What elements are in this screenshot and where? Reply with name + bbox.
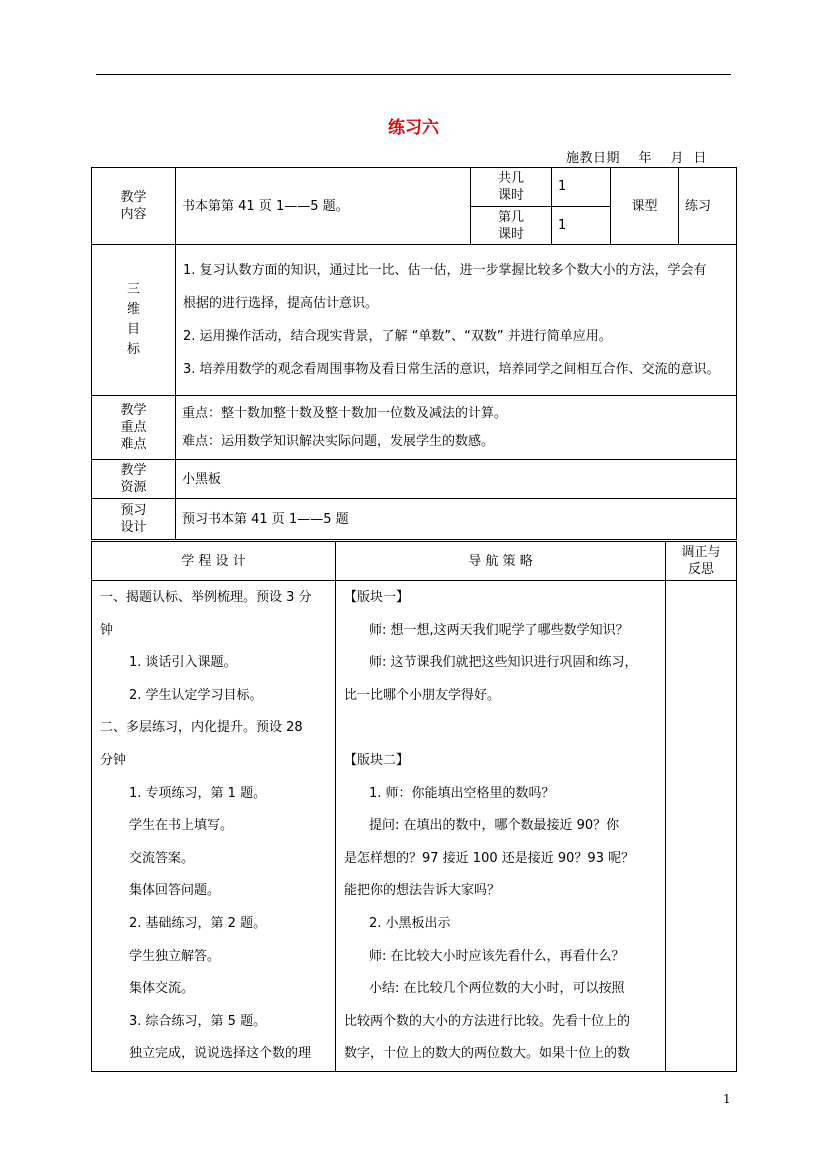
resources-label: 教学 资源 <box>92 460 176 499</box>
which-period-label: 第几 课时 <box>471 207 552 245</box>
preview-value: 预习书本第 41 页 1——5 题 <box>176 499 737 540</box>
page-title: 练习六 <box>388 118 439 138</box>
lesson-design-table <box>91 541 737 1072</box>
key-points-content <box>176 396 737 460</box>
reflection-column <box>666 581 737 1072</box>
text-line: 1. 谈话引入课题。 <box>129 655 237 671</box>
text-line: 学生在书上填写。 <box>129 818 234 834</box>
header-rule <box>96 74 731 75</box>
text-line: 交流答案。 <box>129 850 195 866</box>
content-label: 教学 内容 <box>92 168 176 245</box>
text-line: 2. 学生认定学习目标。 <box>129 687 263 703</box>
date-line: 施教日期 年 月 日 <box>566 151 707 166</box>
text-line: 集体回答问题。 <box>129 883 221 899</box>
text-line: 3. 综合练习，第 5 题。 <box>129 1013 267 1029</box>
text-line: 师: 想一想,这两天我们呢学了哪些数学知识？ <box>369 622 629 638</box>
text-line: 集体交流。 <box>129 981 195 997</box>
text-line: 数字，十位上的数大的两位数大。如果十位上的数 <box>344 1046 631 1062</box>
total-periods-label: 共几 课时 <box>471 168 552 207</box>
text-line: 能把你的想法告诉大家吗？ <box>344 883 501 899</box>
text-line: 师: 这节课我们就把这些知识进行巩固和练习， <box>369 655 638 671</box>
text-line: 2. 小黑板出示 <box>369 915 451 931</box>
text-line: 【版块一】 <box>344 590 410 605</box>
difficult-point: 难点：运用数学知识解决实际问题，发展学生的数感。 <box>182 433 495 449</box>
text-line: 1. 专项练习，第 1 题。 <box>129 785 267 801</box>
goal-line: 2. 运用操作活动，结合现实背景，了解 “单数”、“双数” 并进行简单应用。 <box>183 329 612 344</box>
lesson-type-value: 练习 <box>679 168 737 245</box>
text-line: 2. 基础练习，第 2 题。 <box>129 915 267 931</box>
text-line: 是怎样想的？97 接近 100 还是接近 90？93 呢？ <box>344 850 635 866</box>
goals-content <box>176 245 737 396</box>
text-line: 【版块二】 <box>344 752 410 768</box>
key-points-label: 教学 重点 难点 <box>92 396 176 460</box>
text-line: 钟 <box>100 622 114 638</box>
col-header-learning-design: 学 程 设 计 <box>92 542 336 581</box>
which-period-value: 1 <box>552 207 611 245</box>
lesson-type-label: 课型 <box>611 168 679 245</box>
col-header-navigation-strategy: 导 航 策 略 <box>336 542 666 581</box>
preview-label: 预习 设计 <box>92 499 176 540</box>
text-line: 比较两个数的大小的方法进行比较。先看十位上的 <box>344 1013 631 1029</box>
text-line: 小结: 在比较几个两位数的大小时，可以按照 <box>369 981 625 997</box>
key-point: 重点：整十数加整十数及整十数加一位数及减法的计算。 <box>182 405 508 421</box>
content-value: 书本第第 41 页 1——5 题。 <box>176 168 471 245</box>
learning-design-column <box>92 581 336 1072</box>
goal-line: 1. 复习认数方面的知识，通过比一比、估一估，进一步掌握比较多个数大小的方法，学会有 <box>183 263 707 278</box>
navigation-strategy-column <box>336 581 666 1072</box>
text-line: 二、多层练习，内化提升。预设 28 <box>100 720 303 736</box>
text-line: 独立完成，说说选择这个数的理 <box>129 1046 312 1062</box>
text-line: 分钟 <box>100 752 127 768</box>
text-line: 师: 在比较大小时应该先看什么，再看什么？ <box>369 948 625 964</box>
text-line: 学生独立解答。 <box>129 948 221 964</box>
col-header-reflection: 调正与 反思 <box>666 542 737 581</box>
page-number: 1 <box>723 1092 731 1106</box>
goal-line: 3. 培养用数学的观念看周围事物及看日常生活的意识，培养同学之间相互合作、交流的意识。 <box>183 362 720 377</box>
lesson-info-table <box>91 167 737 540</box>
text-line: 提问: 在填出的数中，哪个数最接近 90？你 <box>369 818 620 834</box>
resources-value: 小黑板 <box>176 460 737 499</box>
text-line <box>336 712 665 745</box>
text-line: 一、揭题认标、举例梳理。预设 3 分 <box>100 590 312 605</box>
goal-line: 根据的进行选择，提高估计意识。 <box>183 296 379 311</box>
text-line: 比一比哪个小朋友学得好。 <box>344 687 501 703</box>
goals-label: 三 维 目 标 <box>92 245 176 396</box>
text-line: 1. 师：你能填出空格里的数吗？ <box>369 785 555 801</box>
total-periods-value: 1 <box>552 168 611 207</box>
